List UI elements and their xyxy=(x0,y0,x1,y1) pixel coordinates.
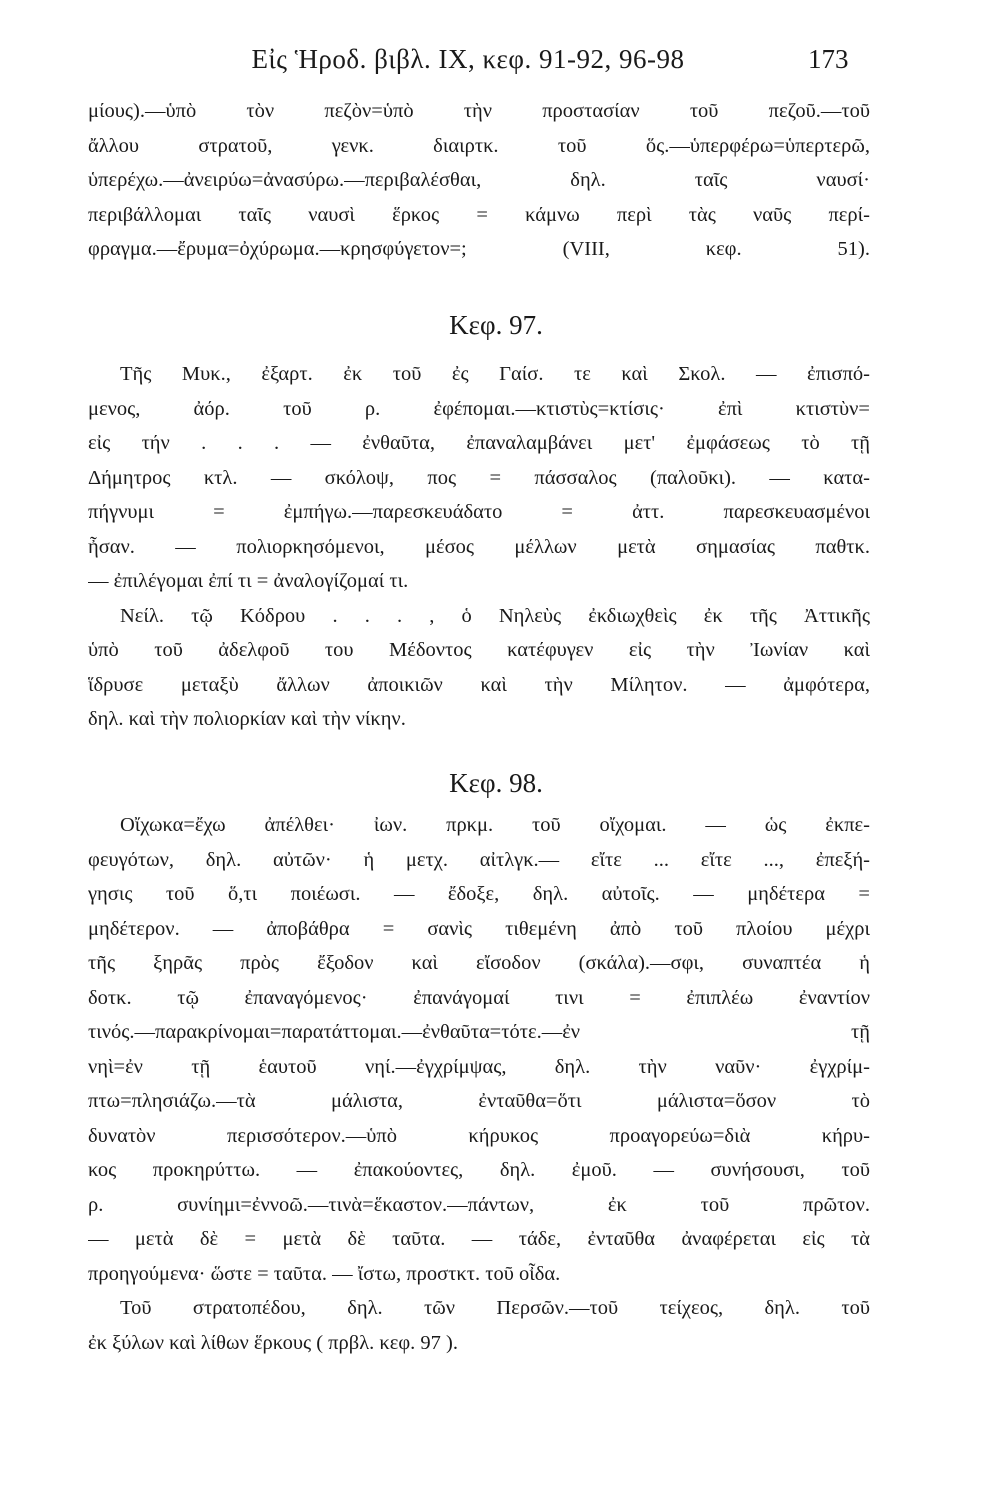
text-line: πτω=πλησιάζω.—τὰ μάλιστα, ἐνταῦθα=ὅτι μάλιστα=ὅσον τὸ xyxy=(88,1090,870,1112)
text-line: μίους).—ὑπὸ τὸν πεζὸν=ὑπὸ τὴν προστασίαν τοῦ πεζοῦ.—τοῦ xyxy=(88,100,870,122)
text-line: εἰς τήν . . . — ἐνθαῦτα, ἐπαναλαμβάνει μετ' ἐμφάσεως τὸ τῇ xyxy=(88,432,870,454)
text-line: δηλ. καὶ τὴν πολιορκίαν καὶ τὴν νίκην. xyxy=(88,708,406,730)
text-line: περιβάλλομαι ταῖς ναυσὶ ἕρκος = κάμνω περὶ τὰς ναῦς περί- xyxy=(88,203,870,226)
text-line: πήγνυμι = ἐμπήγω.—παρεσκευάδατο = ἀττ. παρεσκευασμένοι xyxy=(88,501,870,523)
page-number: 173 xyxy=(808,44,849,74)
running-title: Εἰς Ἡροδ. βιβλ. IX, κεφ. 91-92, 96-98 xyxy=(251,44,685,74)
text-line: ὑπερέχω.—ἀνειρύω=ἀνασύρω.—περιβαλέσθαι, δηλ. ταῖς ναυσί· xyxy=(88,169,870,191)
text-line: δυνατὸν περισσότερον.—ὑπὸ κήρυκος προαγορεύω=διὰ κήρυ- xyxy=(88,1124,870,1147)
text-line: Οἴχωκα=ἔχω ἀπέλθει· ἰων. πρκμ. τοῦ οἴχομαι. — ὡς ἐκπε- xyxy=(120,814,870,836)
commentary-block-3 xyxy=(88,808,870,1360)
text-line: Τοῦ στρατοπέδου, δηλ. τῶν Περσῶν.—τοῦ τείχεος, δηλ. τοῦ xyxy=(120,1297,870,1319)
text-line: ἐκ ξύλων καὶ λίθων ἕρκους ( πρβλ. κεφ. 97 ). xyxy=(88,1331,458,1354)
text-line: Δήμητρος κτλ. — σκόλοψ, πος = πάσσαλος (παλοῦκι). — κατα- xyxy=(88,466,870,489)
text-line: ἄλλου στρατοῦ, γενκ. διαιρτκ. τοῦ ὅς.—ὑπερφέρω=ὑπερτερῶ, xyxy=(88,134,870,157)
text-line: μηδέτερον. — ἀποβάθρα = σανὶς τιθεμένη ἀπὸ τοῦ πλοίου μέχρι xyxy=(88,917,870,940)
text-line: δοτκ. τῷ ἐπαναγόμενος· ἐπανάγομαί τινι = ἐπιπλέω ἐναντίον xyxy=(88,986,870,1009)
text-line: φευγότων, δηλ. αὐτῶν· ἡ μετχ. αἰτλγκ.— εἴτε ... εἴτε ..., ἐπεξή- xyxy=(88,848,870,871)
commentary-block-2 xyxy=(88,357,870,737)
text-line: ρ. συνίημι=ἐννοῶ.—τινὰ=ἕκαστον.—πάντων, ἐκ τοῦ πρῶτον. xyxy=(88,1193,870,1216)
text-line: γησις τοῦ ὅ,τι ποιέωσι. — ἔδοξε, δηλ. αὐτοῖς. — μηδέτερα = xyxy=(88,883,870,905)
text-line: φραγμα.—ἔρυμα=ὀχύρωμα.—κρησφύγετον=; (VIII, κεφ. 51). xyxy=(88,238,870,260)
text-line: ἦσαν. — πολιορκησόμενοι, μέσος μέλλων μετὰ σημασίας παθτκ. xyxy=(88,535,870,558)
text-line: ὑπὸ τοῦ ἀδελφοῦ του Μέδοντος κατέφυγεν εἰς τὴν Ἰωνίαν καὶ xyxy=(88,639,870,661)
text-line: νηὶ=ἐν τῇ ἑαυτοῦ νηί.—ἐγχρίμψας, δηλ. τὴν ναῦν· ἐγχρίμ- xyxy=(88,1055,870,1078)
text-line: κος προκηρύττω. — ἐπακούοντες, δηλ. ἐμοῦ. — συνήσουσι, τοῦ xyxy=(88,1159,870,1181)
page-header xyxy=(0,44,992,84)
text-line: τῆς ξηρᾶς πρὸς ἔξοδον καὶ εἴσοδον (σκάλα).—σφι, συναπτέα ἡ xyxy=(88,952,870,974)
text-line: Νείλ. τῷ Κόδρου . . . , ὁ Νηλεὺς ἐκδιωχθεὶς ἐκ τῆς Ἀττικῆς xyxy=(120,604,870,627)
text-line: ἵδρυσε μεταξὺ ἄλλων ἀποικιῶν καὶ τὴν Μίλητον. — ἀμφότερα, xyxy=(88,673,870,696)
chapter-98-heading: Κεφ. 98. xyxy=(449,768,543,798)
text-line: μενος, ἀόρ. τοῦ ρ. ἐφέπομαι.—κτιστὺς=κτίσις· ἐπὶ κτιστὺν= xyxy=(88,397,870,420)
chapter-97-heading: Κεφ. 97. xyxy=(449,310,543,340)
text-line: — ἐπιλέγομαι ἐπί τι = ἀναλογίζομαί τι. xyxy=(88,570,409,592)
commentary-block-1 xyxy=(88,94,870,267)
text-line: προηγούμενα· ὥστε = ταῦτα. — ἴστω, προστκτ. τοῦ οἶδα. xyxy=(88,1262,561,1285)
text-line: Τῆς Μυκ., ἐξαρτ. ἐκ τοῦ ἐς Γαίσ. τε καὶ Σκολ. — ἐπισπό- xyxy=(120,363,870,385)
text-line: — μετὰ δὲ = μετὰ δὲ ταῦτα. — τάδε, ἐνταῦθα ἀναφέρεται εἰς τὰ xyxy=(88,1228,870,1250)
text-line: τινός.—παρακρίνομαι=παρατάττομαι.—ἐνθαῦτα=τότε.—ἐν τῇ xyxy=(88,1021,870,1043)
